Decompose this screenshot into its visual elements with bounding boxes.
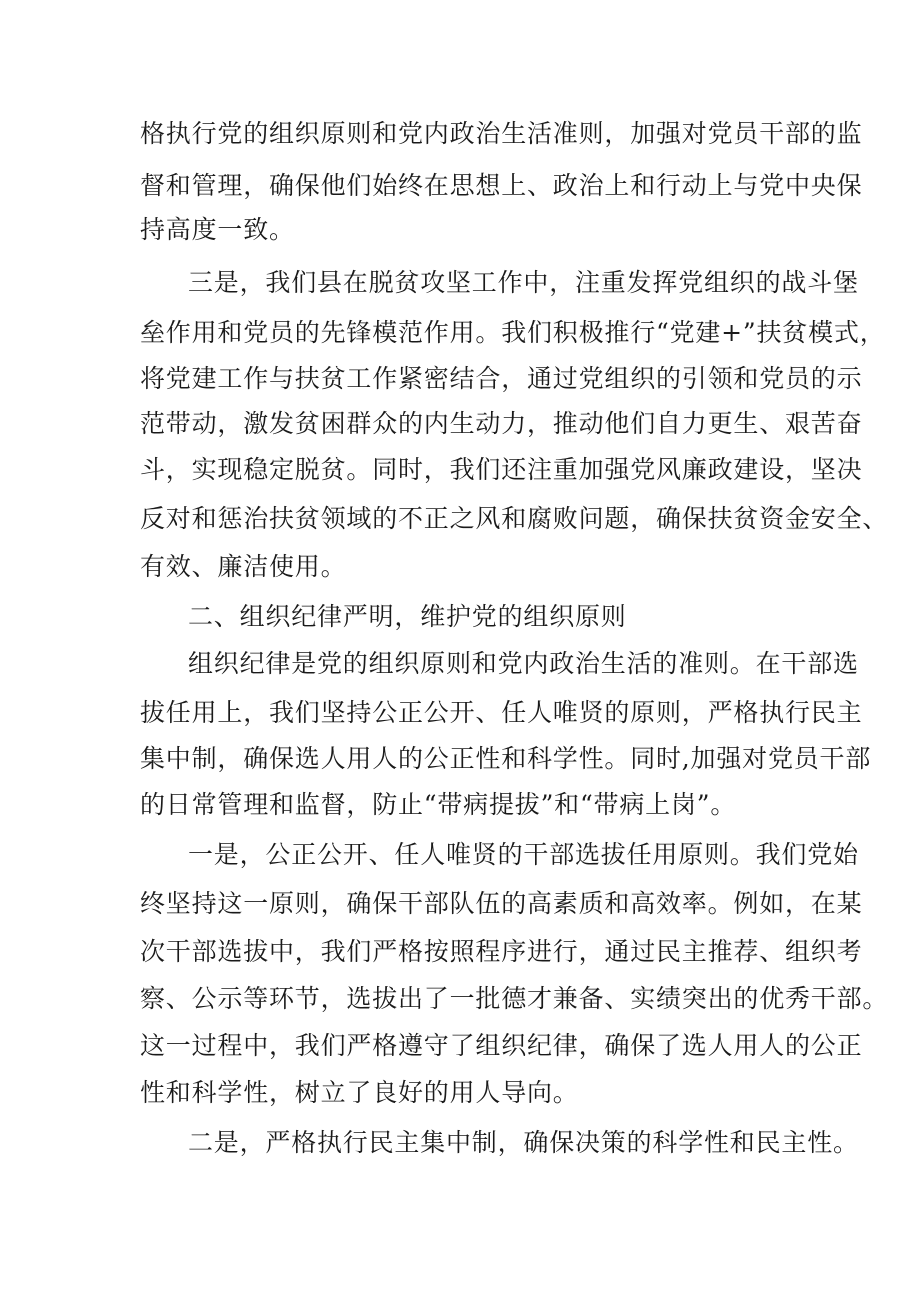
- text-line: 性和科学性，树立了良好的用人导向。: [140, 1078, 579, 1107]
- paragraph-first-line: 组织纪律是党的组织原则和党内政治生活的准则。在干部选: [188, 649, 859, 678]
- paragraph-first-line: 三是，我们县在脱贫攻坚工作中，注重发挥党组织的战斗堡: [188, 268, 859, 297]
- text-line: 的日常管理和监督，防止“带病提拔”和“带病上岗”。: [140, 790, 737, 819]
- text-line: 有效、廉洁使用。: [140, 552, 347, 581]
- text-line: 次干部选拔中，我们严格按照程序进行，通过民主推荐、组织考: [140, 937, 863, 966]
- text-line: 终坚持这一原则，确保干部队伍的高素质和高效率。例如，在某: [140, 889, 863, 918]
- text-line: 察、公示等环节，选拔出了一批德才兼备、实绩突出的优秀干部。: [140, 984, 889, 1013]
- text-line: 格执行党的组织原则和党内政治生活准则，加强对党员干部的监: [140, 119, 863, 148]
- paragraph-first-line: 二是，严格执行民主集中制，确保决策的科学性和民主性。: [188, 1128, 859, 1157]
- section-heading: 二、组织纪律严明，维护党的组织原则: [188, 602, 627, 631]
- paragraph-first-line: 一是，公正公开、任人唯贤的干部选拔任用原则。我们党始: [188, 840, 859, 869]
- text-line: 范带动，激发贫困群众的内生动力，推动他们自力更生、艰苦奋: [140, 409, 863, 438]
- text-line: 拔任用上，我们坚持公正公开、任人唯贤的原则，严格执行民主: [140, 698, 863, 727]
- text-line: 这一过程中，我们严格遵守了组织纪律，确保了选人用人的公正: [140, 1031, 863, 1060]
- text-line: 督和管理，确保他们始终在思想上、政治上和行动上与党中央保: [140, 171, 863, 200]
- text-line: 将党建工作与扶贫工作紧密结合，通过党组织的引领和党员的示: [140, 364, 863, 393]
- text-line: 反对和惩治扶贫领域的不正之风和腐败问题，确保扶贫资金安全、: [140, 504, 889, 533]
- text-line: 集中制，确保选人用人的公正性和科学性。同时,加强对党员干部: [140, 744, 872, 773]
- text-line: 垒作用和党员的先锋模范作用。我们积极推行“党建+”扶贫模式，: [140, 318, 886, 347]
- text-line: 持高度一致。: [140, 215, 295, 244]
- text-line: 斗，实现稳定脱贫。同时，我们还注重加强党风廉政建设，坚决: [140, 455, 863, 484]
